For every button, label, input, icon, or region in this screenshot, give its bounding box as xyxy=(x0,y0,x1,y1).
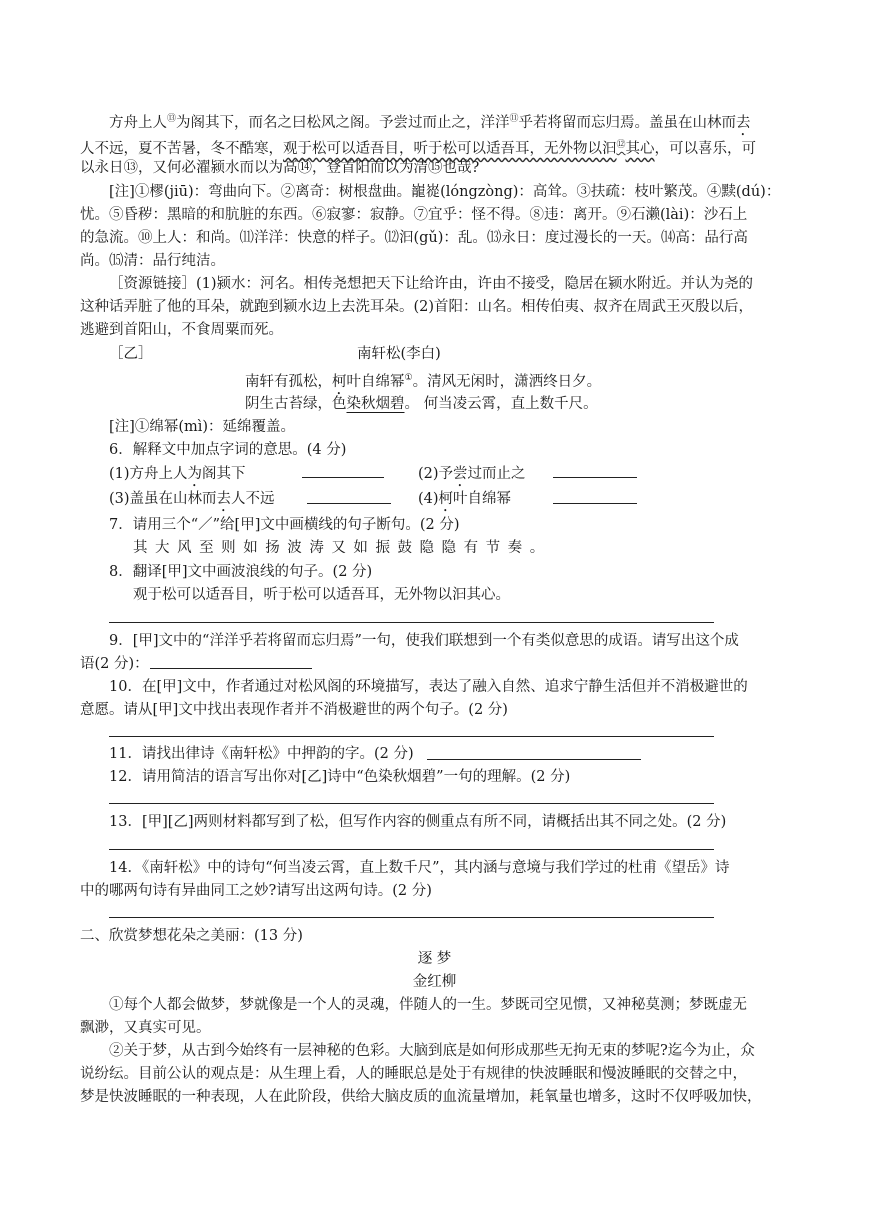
resource-link-line-3: 逃避到首阳山，不食周粟而死。 xyxy=(80,322,283,338)
annotation-line-4: 尚。⒂清：品行纯洁。 xyxy=(80,253,225,269)
question-10-line-1: 10．在[甲]文中，作者通过对松风阁的环境描写，表达了融入自然、追求宁静生活但并不消极避世的 xyxy=(109,679,748,695)
question-8: 8．翻译[甲]文中画波浪线的句子。(2 分) xyxy=(109,564,373,580)
passage-jia-line-1: 方舟上人⑬为阁其下，而名之曰松风之阁。予尝过而止之，洋洋⑪乎若将留而忘归焉。盖虽在山林而去 xyxy=(109,114,751,131)
q6-item-1: (1)方舟上人为阁其下 xyxy=(109,466,246,482)
underlined-phrase: 染秋烟碧 xyxy=(346,396,405,412)
question-10-line-2: 意愿。请从[甲]文中找出表现作者并不消极避世的两个句子。(2 分) xyxy=(80,702,508,718)
question-9-line-2: 语(2 分)： xyxy=(80,656,149,672)
resource-link-line-2: 这种话弄脏了他的耳朵，就跑到颍水边上去洗耳朵。(2)首阳：山名。相传伯夷、叔齐在周武王灭殷以后， xyxy=(80,299,754,315)
passage-jia-line-2: 人不远，夏不苦暑，冬不酷寒，观于松可以适吾目，听于松可以适吾耳，无外物以汩⑫其心，可以喜乐，可 xyxy=(80,140,757,157)
q12-answer-line[interactable] xyxy=(109,803,714,804)
poem-yi-label: ［乙］ xyxy=(109,346,153,362)
question-6: 6．解释文中加点字词的意思。(4 分) xyxy=(109,442,347,458)
dotted-char: 去 xyxy=(736,114,751,131)
question-11: 11．请找出律诗《南轩松》中押韵的字。(2 分) xyxy=(109,746,414,762)
q8-answer-line[interactable] xyxy=(109,622,714,623)
q6-item-4: (4)柯叶自绵幂 xyxy=(418,491,512,507)
passage-jia-line-3: 以永日⑬，又何必濯颍水而以为高⑭，登首阳而以为清⑮也哉? xyxy=(80,160,480,176)
annotation-line-1: [注]①樛(jiū)：弯曲向下。②离奇：树根盘曲。巃嵸(lóngzòng)：高耸。③扶疏：枝叶繁茂。④黩(dú)： xyxy=(109,184,781,200)
question-12: 12．请用简洁的语言写出你对[乙]诗中“色染秋烟碧”一句的理解。(2 分) xyxy=(109,769,571,785)
question-7: 7．请用三个“／”给[甲]文中画横线的句子断句。(2 分) xyxy=(109,517,460,533)
poem-yi-title: 南轩松(李白) xyxy=(357,346,441,362)
question-13: 13．[甲][乙]两则材料都写到了松，但写作内容的侧重点有所不同，请概括出其不同之处。(2 分) xyxy=(109,814,727,830)
q10-answer-line[interactable] xyxy=(109,736,714,737)
q13-answer-line[interactable] xyxy=(109,849,714,850)
q8-sentence: 观于松可以适吾目，听于松可以适吾耳，无外物以汩其心。 xyxy=(133,587,510,603)
q6-item-2-answer-line[interactable] xyxy=(553,477,637,478)
essay-paragraph-2-line-1: ②关于梦，从古到今始终有一层神秘的色彩。大脑到底是如何形成那些无拘无束的梦呢?迄今为止，众 xyxy=(109,1043,755,1059)
essay-paragraph-2-line-2: 说纷纭。目前公认的观点是：从生理上看，人的睡眠总是处于有规律的快波睡眠和慢波睡眠的交替之中， xyxy=(80,1066,747,1082)
poem-yi-verse-1: 南轩有孤松，柯叶自绵幂①。清风无闲时，潇洒终日夕。 xyxy=(245,373,602,390)
essay-paragraph-1-line-1: ①每个人都会做梦，梦就像是一个人的灵魂，伴随人的一生。梦既司空见惯，又神秘莫测；梦既虚无 xyxy=(109,997,747,1013)
q14-answer-line[interactable] xyxy=(109,917,714,918)
q6-item-3-answer-line[interactable] xyxy=(307,503,391,504)
q11-answer-line[interactable] xyxy=(427,759,641,760)
resource-link-line-1: ［资源链接］(1)颍水：河名。相传尧想把天下让给许由，许由不接受，隐居在颍水附近。并认为尧的 xyxy=(109,276,754,292)
annotation-line-2: 忧。⑤昏秽：黑暗的和肮脏的东西。⑥寂寥：寂静。⑦宜乎：怪不得。⑧违：离开。⑨石濑(lài)：沙石上 xyxy=(80,207,748,223)
dotted-char: 柯 xyxy=(332,373,347,390)
q6-item-3: (3)盖虽在山林而去人不远 xyxy=(109,491,275,507)
annotation-line-3: 的急流。⑩上人：和尚。⑾洋洋：快意的样子。⑿汩(gǔ)：乱。⒀永日：度过漫长的一天。⒁高：品行高 xyxy=(80,230,748,246)
q6-item-2: (2)予尝过而止之 xyxy=(418,466,526,482)
essay-author: 金红柳 xyxy=(412,974,457,990)
question-9-line-1: 9．[甲]文中的“洋洋乎若将留而忘归焉”一句，使我们联想到一个有类似意思的成语。请写出这个成 xyxy=(109,633,739,649)
question-14-line-1: 14．《南轩松》中的诗句“何当凌云霄，直上数千尺”，其内涵与意境与我们学过的杜甫《望岳》诗 xyxy=(109,860,730,876)
essay-paragraph-1-line-2: 飘渺，又真实可见。 xyxy=(80,1020,211,1036)
poem-yi-verse-2: 阴生古苔绿，色染秋烟碧。 何当凌云霄，直上数千尺。 xyxy=(245,396,598,412)
question-14-line-2: 中的哪两句诗有异曲同工之妙?请写出这两句诗。(2 分) xyxy=(80,883,432,899)
section-2-heading: 二、欣赏梦想花朵之美丽：(13 分) xyxy=(80,928,303,944)
poem-yi-note: [注]①绵幂(mì)：延绵覆盖。 xyxy=(109,419,296,435)
q6-item-4-answer-line[interactable] xyxy=(553,503,637,504)
essay-title: 逐 梦 xyxy=(417,951,452,967)
q9-answer-line[interactable] xyxy=(150,668,312,669)
essay-paragraph-2-line-3: 梦是快波睡眠的一种表现，人在此阶段，供给大脑皮质的血流量增加，耗氧量也增多，这时不仅呼吸加快， xyxy=(80,1089,762,1105)
q7-sentence: 其大风至则如扬波涛又如振鼓隐隐有节奏。 xyxy=(133,540,552,556)
q6-item-1-answer-line[interactable] xyxy=(302,477,384,478)
wavy-underlined-sentence: 观于松可以适吾目，听于松可以适吾耳，无外物以汩 xyxy=(283,140,617,157)
